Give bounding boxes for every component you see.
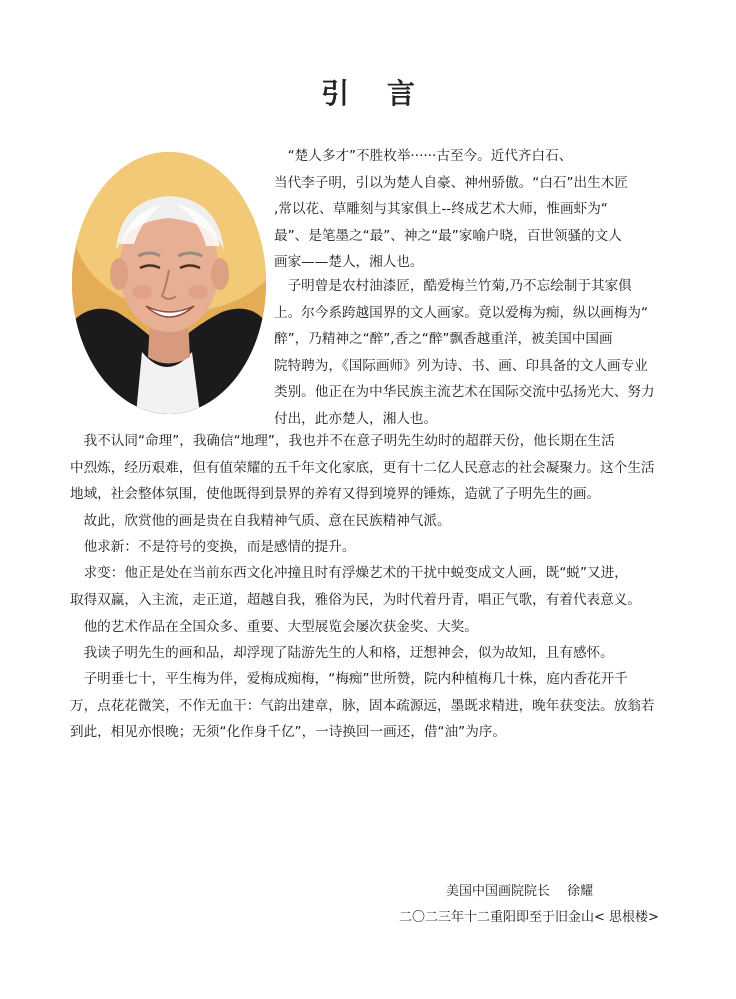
text-line: 地域，社会整体氛围，使他既得到景界的养宥又得到境界的锤炼，造就了子明先生的画。 xyxy=(70,486,601,502)
paragraph-6 xyxy=(70,560,695,613)
signature-date-place: 二〇二三年十二重阳即至于旧金山< 思根楼> xyxy=(399,910,659,925)
text-line: 故此，欣赏他的画是贵在自我精神气质、意在民族精神气派。 xyxy=(70,513,451,529)
text-line: 当代李子明，引以为楚人自豪、神州骄傲。“白石”出生木匠 xyxy=(274,174,628,191)
text-line: 画家——楚人，湘人也。 xyxy=(274,254,424,270)
text-line: 院特聘为，《国际画师》列为诗、书、画、印具备的文人画专业 xyxy=(274,357,648,374)
text-line: 子明曾是农村油漆匠，酷爱梅兰竹菊,乃不忘绘制于其家俱 xyxy=(274,278,632,294)
paragraph-9 xyxy=(70,666,695,746)
text-line: 中烈炼，经历艰难，但有值荣耀的五千年文化家底，更有十二亿人民意志的社会凝聚力。这个生活 xyxy=(70,459,655,476)
text-line: 到此，相见亦恨晚；无须“化作身千亿”，一诗换回一画还，借“油”为序。 xyxy=(70,724,506,740)
paragraph-4 xyxy=(70,508,695,535)
text-line: 子明垂七十，平生梅为伴，爱梅成痴梅，“梅痴”世所赞，院内种植梅几十株，庭内香花开千 xyxy=(70,671,628,687)
paragraph-3 xyxy=(70,428,695,508)
text-line: 醉”，乃精神之“醉”,香之“醉”飘香越重洋，被美国中国画 xyxy=(274,331,613,347)
text-line: 最”、是笔墨之“最”、神之“最”家喻户晓，百世领骚的文人 xyxy=(274,227,622,244)
portrait-illustration xyxy=(72,152,266,414)
text-line: “楚人多才”不胜枚举······古至今。近代齐白石、 xyxy=(274,148,573,164)
paragraph-2 xyxy=(274,273,694,432)
text-line: 他求新：不是符号的变换，而是感情的提升。 xyxy=(70,539,356,555)
paragraph-5 xyxy=(70,534,695,561)
paragraph-1 xyxy=(274,143,694,276)
text-line: 万，点花花微笑，不作无血干：气韵出建章，脉，固本疏源远，墨既求精进，晚年获变法。放翁若 xyxy=(70,697,655,714)
text-line: 取得双赢，入主流，走正道，超越自我，雅俗为民，为时代着丹青，唱正气歌，有着代表意义。 xyxy=(70,591,641,608)
text-line: 上。尔今系跨越国界的文人画家。竟以爱梅为痴，纵以画梅为“ xyxy=(274,304,649,321)
text-line: ,常以花、草雕刻与其家俱上--终成艺术大师，惟画虾为“ xyxy=(274,201,608,217)
text-line: 我读子明先生的画和品，却浮现了陆游先生的人和格，迂想神会，似为故知，且有感怀。 xyxy=(70,645,614,661)
text-line: 付出，此亦楚人，湘人也。 xyxy=(274,410,438,427)
signature-author: 美国中国画院院长 徐耀 xyxy=(446,884,594,899)
text-line: 类别。他正在为中华民族主流艺术在国际交流中弘扬光大、努力 xyxy=(274,384,655,400)
paragraph-7 xyxy=(70,614,695,641)
text-line: 求变：他正是处在当前东西文化冲撞且时有浮燥艺术的干扰中蜕变成文人画，既“蜕”又进， xyxy=(70,565,628,581)
page-title: 引 言 xyxy=(321,77,429,110)
text-line: 我不认同“命理”，我确信“地理”，我也并不在意子明先生幼时的超群天份，他长期在生活 xyxy=(70,433,615,449)
paragraph-8 xyxy=(70,640,695,667)
text-line: 他的艺术作品在全国众多、重要、大型展览会屡次获金奖、大奖。 xyxy=(70,619,478,635)
portrait-photo xyxy=(72,152,266,414)
